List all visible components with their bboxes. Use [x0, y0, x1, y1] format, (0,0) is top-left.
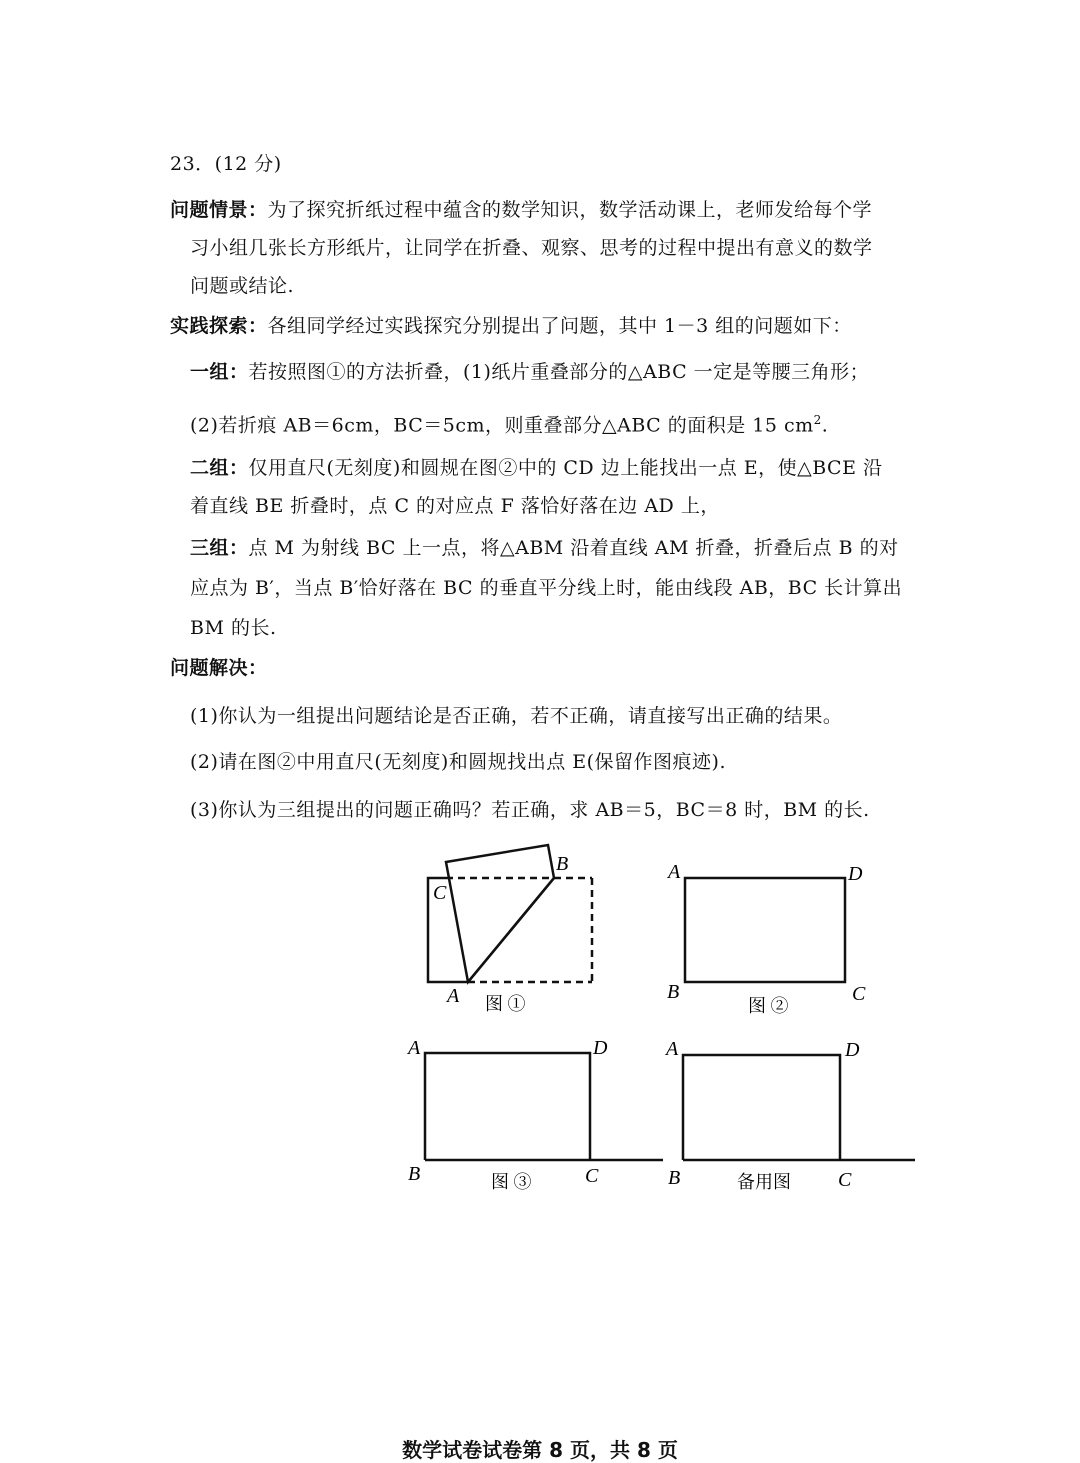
fig3-rect-sides: [425, 1053, 590, 1160]
fig4-caption: 备用图: [737, 1172, 791, 1192]
group2-text-1: 仅用直尺(无刻度)和圆规在图②中的 CD 边上能找出一点 E，使△BCE 沿: [248, 457, 883, 479]
group1-text-1: 若按照图①的方法折叠，(1)纸片重叠部分的△ABC 一定是等腰三角形；: [248, 361, 870, 383]
group3-line-3: BM 的长.: [190, 617, 277, 639]
fig2-caption: 图 ②: [748, 996, 789, 1016]
solve-q3: (3)你认为三组提出的问题正确吗？若正确，求 AB＝5，BC＝8 时，BM 的长.: [190, 799, 870, 821]
fig3-label-a: A: [408, 1037, 421, 1059]
fig3-caption: 图 ③: [491, 1172, 532, 1192]
fig3-label-c: C: [585, 1165, 599, 1187]
figure-4: [683, 1055, 915, 1160]
fig1-label-b: B: [556, 853, 569, 875]
group1-superscript: 2: [813, 413, 822, 427]
group1-label: 一组：: [190, 361, 249, 383]
solve-heading: 问题解决：: [170, 657, 268, 679]
fig4-rect-sides: [683, 1055, 840, 1160]
fig2-label-b: B: [667, 981, 680, 1003]
fig1-label-a: A: [447, 985, 460, 1007]
fig2-label-a: A: [668, 861, 681, 883]
practice-intro: 各组同学经过实践探究分别提出了问题，其中 1－3 组的问题如下：: [267, 315, 852, 337]
fig1-caption: 图 ①: [485, 994, 526, 1014]
group3-line-2: 应点为 B′，当点 B′恰好落在 BC 的垂直平分线上时，能由线段 AB，BC 长计算出: [190, 577, 903, 599]
fig3-label-b: B: [408, 1163, 421, 1185]
fig3-label-d: D: [593, 1037, 608, 1059]
page-footer: 数学试卷试卷第 8 页，共 8 页: [402, 1438, 678, 1462]
group3-label: 三组：: [190, 537, 249, 559]
group1-text-2b: .: [821, 414, 829, 437]
practice-heading: 实践探索：: [170, 315, 268, 337]
background-text-1: 为了探究折纸过程中蕴含的数学知识，数学活动课上，老师发给每个学: [267, 199, 873, 221]
fig1-crease-ab: [468, 878, 554, 982]
figure-2-rect: [685, 878, 845, 982]
group3-text-1: 点 M 为射线 BC 上一点，将△ABM 沿着直线 AM 折叠，折叠后点 B 的对: [248, 537, 899, 559]
fig4-label-a: A: [666, 1038, 679, 1060]
fig4-label-b: B: [668, 1167, 681, 1189]
fig1-folded-flap: [446, 845, 554, 982]
background-line-2: 习小组几张长方形纸片，让同学在折叠、观察、思考的过程中提出有意义的数学: [190, 237, 873, 259]
solve-q1: (1)你认为一组提出问题结论是否正确，若不正确，请直接写出正确的结果。: [190, 705, 843, 727]
background-heading: 问题情景：: [170, 199, 268, 221]
group1-text-2a: (2)若折痕 AB＝6cm，BC＝5cm，则重叠部分△ABC 的面积是 15 cm: [190, 414, 814, 437]
question-number: 23．(12 分): [170, 153, 282, 175]
solve-q2: (2)请在图②中用直尺(无刻度)和圆规找出点 E(保留作图痕迹).: [190, 751, 727, 773]
background-line-3: 问题或结论.: [190, 275, 295, 297]
fig4-label-c: C: [838, 1169, 852, 1191]
fig1-label-c: C: [433, 882, 447, 904]
fig2-label-d: D: [848, 863, 863, 885]
group2-label: 二组：: [190, 457, 249, 479]
group2-line-2: 着直线 BE 折叠时，点 C 的对应点 F 落恰好落在边 AD 上，: [190, 495, 720, 517]
fig2-label-c: C: [852, 983, 866, 1005]
fig4-label-d: D: [845, 1039, 860, 1061]
figure-3: [425, 1053, 663, 1160]
